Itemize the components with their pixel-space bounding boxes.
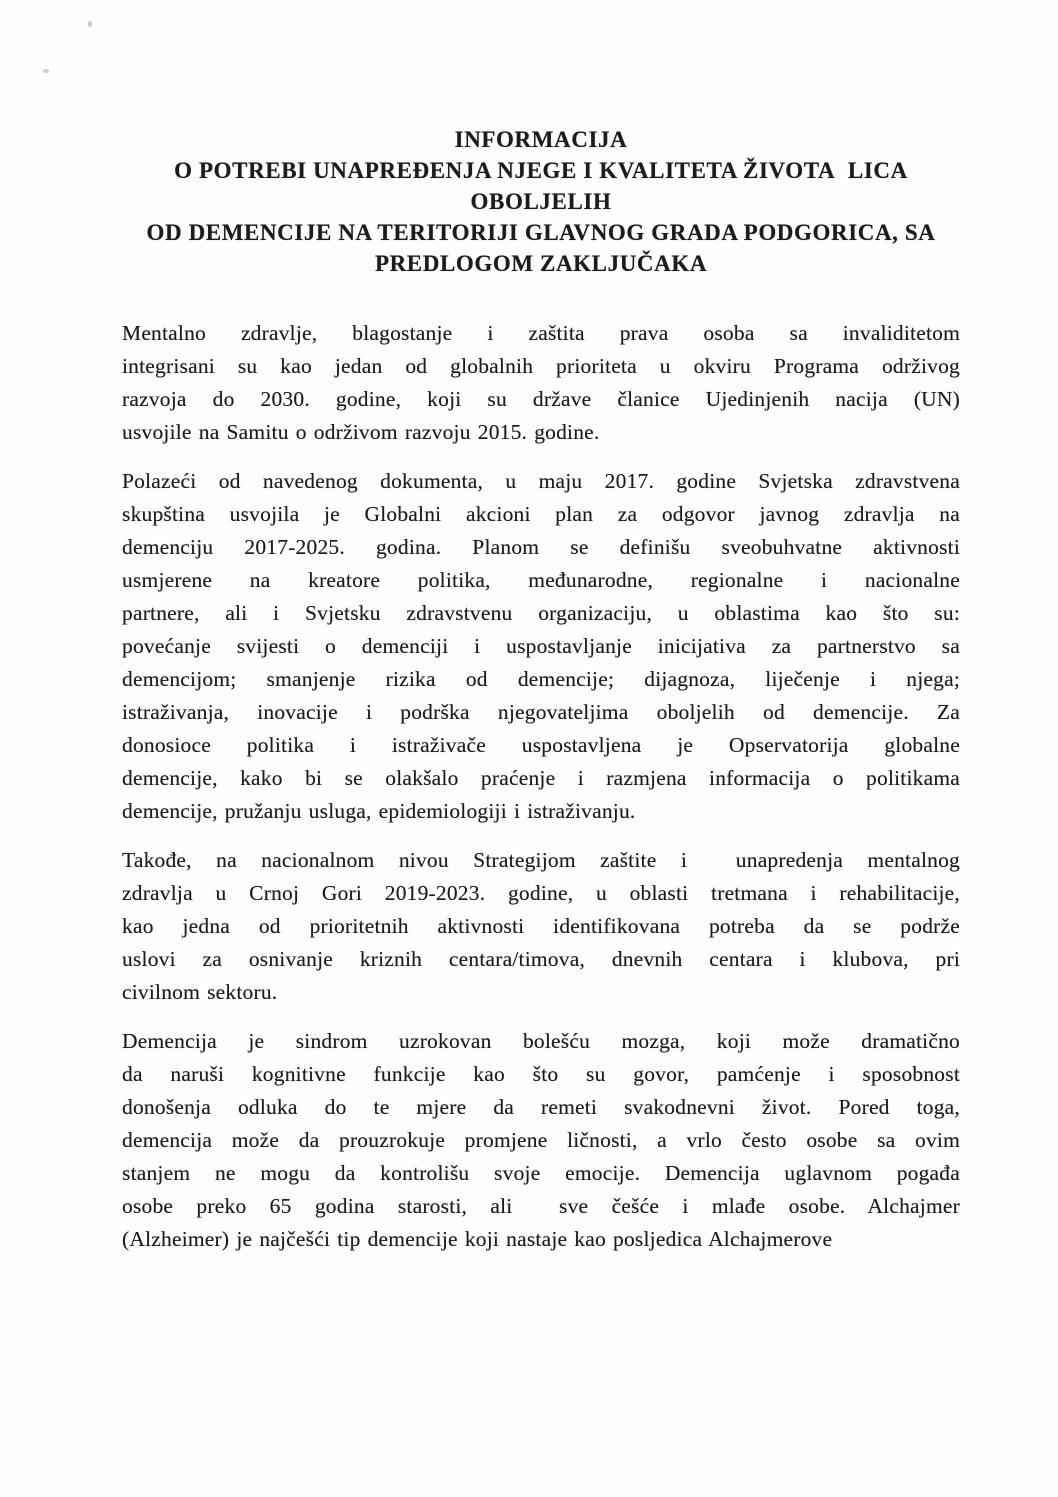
text-line: Polazeći od navedenog dokumenta, u maju 2017. godine Svjetska zdravstvena bbox=[122, 469, 960, 493]
text-line: PREDLOGOM ZAKLJUČAKA bbox=[374, 251, 708, 276]
text-line: (Alzheimer) je najčešći tip demencije koji nastaje kao posljedica Alchajmerove bbox=[122, 1227, 833, 1251]
document-title bbox=[122, 124, 960, 279]
text-line: demencija može da prouzrokuje promjene ličnosti, a vrlo često osobe sa ovim bbox=[122, 1128, 960, 1152]
text-line: integrisani su kao jedan od globalnih prioriteta u okviru Programa održivog bbox=[122, 354, 960, 378]
paragraph-mental-health-intro bbox=[122, 317, 960, 449]
scan-speck bbox=[88, 21, 92, 27]
text-line: OD DEMENCIJE NA TERITORIJI GLAVNOG GRADA PODGORICA, SA bbox=[146, 220, 936, 245]
paragraph-global-action-plan bbox=[122, 465, 960, 828]
paragraph-dementia-definition bbox=[122, 1025, 960, 1256]
text-line: Mentalno zdravlje, blagostanje i zaštita prava osoba sa invaliditetom bbox=[122, 321, 960, 345]
text-line: zdravlja u Crnoj Gori 2019-2023. godine, u oblasti tretmana i rehabilitacije, bbox=[122, 881, 960, 905]
text-line: usvojile na Samitu o održivom razvoju 2015. godine. bbox=[122, 420, 600, 444]
text-line: stanjem ne mogu da kontrolišu svoje emocije. Demencija uglavnom pogađa bbox=[122, 1161, 960, 1185]
document-content bbox=[122, 124, 960, 1272]
text-line: civilnom sektoru. bbox=[122, 980, 278, 1004]
text-line: INFORMACIJA bbox=[454, 127, 628, 152]
text-line: demencije, pružanju usluga, epidemiologiji i istraživanju. bbox=[122, 799, 636, 823]
text-line: donošenja odluka do te mjere da remeti svakodnevni život. Pored toga, bbox=[122, 1095, 960, 1119]
text-line: Takođe, na nacionalnom nivou Strategijom zaštite i unapredenja mentalnog bbox=[122, 848, 960, 872]
text-line: da naruši kognitivne funkcije kao što su govor, pamćenje i sposobnost bbox=[122, 1062, 960, 1086]
text-line: povećanje svijesti o demenciji i uspostavljanje inicijativa za partnerstvo sa bbox=[122, 634, 960, 658]
text-line: osobe preko 65 godina starosti, ali sve češće i mlađe osobe. Alchajmer bbox=[122, 1194, 960, 1218]
text-line: kao jedna od prioritetnih aktivnosti identifikovana potreba da se podrže bbox=[122, 914, 960, 938]
paragraph-national-strategy bbox=[122, 844, 960, 1009]
text-line: istraživanja, inovacije i podrška njegovateljima oboljelih od demencije. Za bbox=[122, 700, 960, 724]
text-line: razvoja do 2030. godine, koji su države članice Ujedinjenih nacija (UN) bbox=[122, 387, 960, 411]
text-line: skupština usvojila je Globalni akcioni plan za odgovor javnog zdravlja na bbox=[122, 502, 960, 526]
text-line: demenciju 2017-2025. godina. Planom se definišu sveobuhvatne aktivnosti bbox=[122, 535, 960, 559]
text-line: demencije, kako bi se olakšalo praćenje i razmjena informacija o politikama bbox=[122, 766, 960, 790]
text-line: demencijom; smanjenje rizika od demencije; dijagnoza, liječenje i njega; bbox=[122, 667, 960, 691]
text-line: partnere, ali i Svjetsku zdravstvenu organizaciju, u oblastima kao što su: bbox=[122, 601, 960, 625]
scan-speck bbox=[43, 69, 49, 73]
text-line: uslovi za osnivanje kriznih centara/timova, dnevnih centara i klubova, pri bbox=[122, 947, 960, 971]
text-line: donosioce politika i istraživače uspostavljena je Opservatorija globalne bbox=[122, 733, 960, 757]
text-line: usmjerene na kreatore politika, međunarodne, regionalne i nacionalne bbox=[122, 568, 960, 592]
text-line: Demencija je sindrom uzrokovan bolešću mozga, koji može dramatično bbox=[122, 1029, 960, 1053]
text-line: O POTREBI UNAPREĐENJA NJEGE I KVALITETA ŽIVOTA LICA OBOLJELIH bbox=[174, 158, 908, 214]
